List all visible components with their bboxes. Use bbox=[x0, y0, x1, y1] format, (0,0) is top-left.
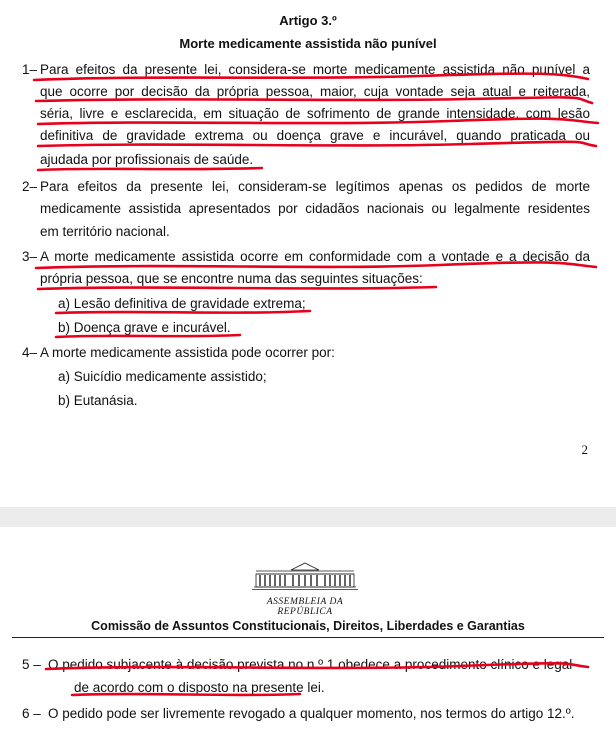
header-rule bbox=[12, 637, 604, 638]
item-2-line-3: em território nacional. bbox=[40, 224, 170, 239]
item-number-6: 6 – bbox=[22, 706, 41, 721]
item-5-line-2: de acordo com o disposto na presente lei. bbox=[74, 680, 325, 695]
item-5-line-1: O pedido subjacente à decisão prevista no n.º 1 obedece a procedimento clínico e legal bbox=[48, 657, 573, 672]
document-page-2 bbox=[0, 527, 616, 749]
item-number-5: 5 – bbox=[22, 657, 41, 672]
item-number-1: 1– bbox=[22, 62, 38, 77]
article-number: Artigo 3.º bbox=[279, 13, 337, 28]
page-separator bbox=[0, 507, 616, 527]
logo-caption: ASSEMBLEIA DA REPÚBLICA bbox=[266, 597, 344, 617]
page-number: 2 bbox=[581, 442, 588, 457]
item-number-4: 4– bbox=[22, 345, 38, 360]
committee-header: Comissão de Assuntos Constitucionais, Direitos, Liberdades e Garantias bbox=[91, 619, 525, 633]
item-6-line-1: O pedido pode ser livremente revogado a qualquer momento, nos termos do artigo 12.º. bbox=[48, 706, 575, 721]
item-1-line-4: definitiva de gravidade extrema ou doença grave e incurável, quando praticada ou bbox=[40, 128, 590, 143]
item-1-line-3: séria, livre e esclarecida, em situação de sofrimento de grande intensidade, com lesão bbox=[40, 106, 590, 121]
item-number-2: 2– bbox=[22, 179, 38, 194]
item-1-line-1: Para efeitos da presente lei, considera-se morte medicamente assistida não punível a bbox=[40, 62, 590, 77]
item-number-3: 3– bbox=[22, 249, 38, 264]
item-3-sub-b: b) Doença grave e incurável. bbox=[58, 320, 231, 335]
item-4-sub-b: b) Eutanásia. bbox=[58, 393, 138, 408]
item-1-line-2: que ocorre por decisão da própria pessoa, maior, cuja vontade seja atual e reiterada, bbox=[40, 84, 590, 99]
parliament-building-icon bbox=[246, 561, 364, 591]
item-3-line-2: própria pessoa, que se encontre numa das seguintes situações: bbox=[40, 271, 423, 286]
item-1-line-5: ajudada por profissionais de saúde. bbox=[40, 152, 254, 167]
item-4-line-1: A morte medicamente assistida pode ocorrer por: bbox=[40, 345, 335, 360]
item-2-line-1: Para efeitos da presente lei, consideram-se legítimos apenas os pedidos de morte bbox=[40, 179, 590, 194]
parliament-logo bbox=[246, 561, 364, 617]
article-heading: Morte medicamente assistida não punível bbox=[179, 36, 437, 51]
item-4-sub-a: a) Suicídio medicamente assistido; bbox=[58, 369, 267, 384]
item-2-line-2: medicamente assistida apresentados por cidadãos nacionais ou legalmente residentes bbox=[40, 201, 590, 216]
item-3-sub-a: a) Lesão definitiva de gravidade extrema; bbox=[58, 296, 306, 311]
item-3-line-1: A morte medicamente assistida ocorre em conformidade com a vontade e a decisão da bbox=[40, 249, 590, 264]
